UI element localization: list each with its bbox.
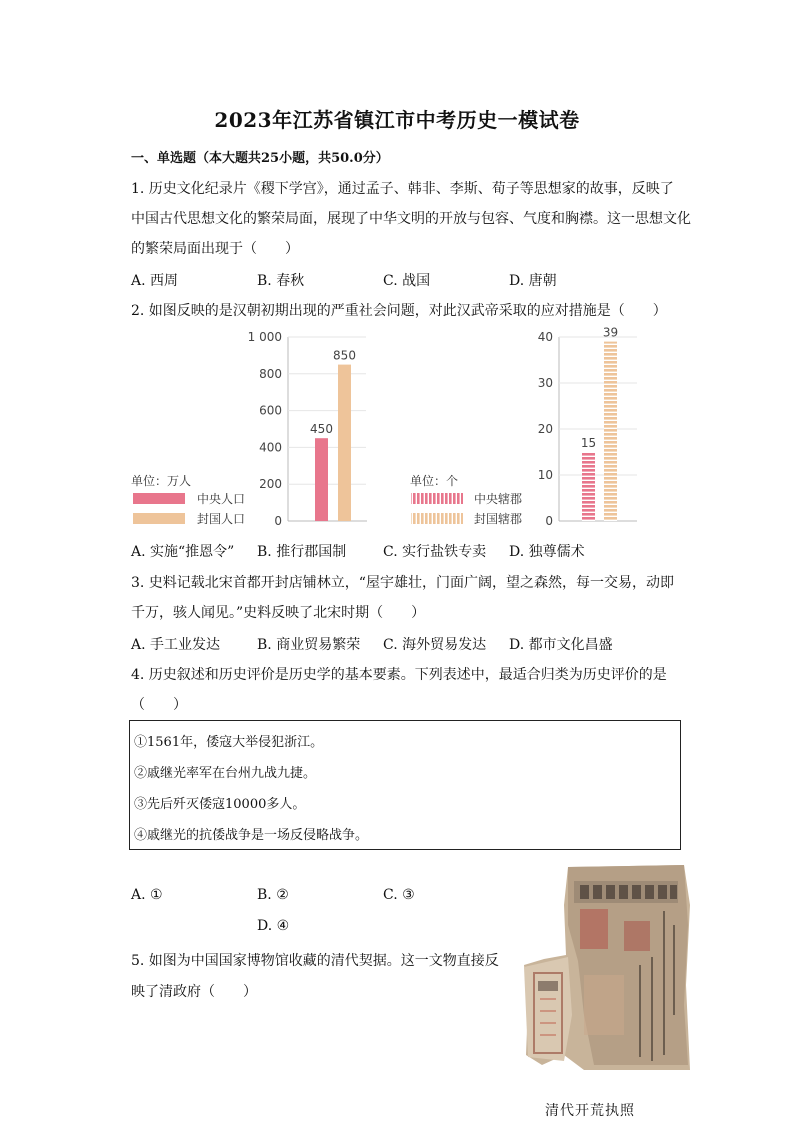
chart1-legend-central: 中央人口 xyxy=(197,492,246,506)
q4-option-c[interactable]: C. ③ xyxy=(383,887,415,903)
q4-option-a[interactable]: A. ① xyxy=(131,887,163,903)
c1-y-tick-label: 200 xyxy=(259,477,282,492)
c2-y-tick-label: 10 xyxy=(537,468,553,482)
chart2-legend-swatch-fief xyxy=(411,513,463,524)
c1-y-tick-label: 0 xyxy=(274,514,282,528)
q4-statement-4: ④戚继光的抗倭战争是一场反侵略战争。 xyxy=(134,828,369,843)
c1-bar-fief xyxy=(338,365,351,521)
q5-line-2: 映了清政府（ ） xyxy=(131,984,257,1000)
q4-option-b[interactable]: B. ② xyxy=(257,887,289,903)
q2-option-b[interactable]: B. 推行郡国制 xyxy=(257,544,347,560)
q2-stem: 2. 如图反映的是汉朝初期出现的严重社会问题，对此汉武帝采取的应对措施是（ ） xyxy=(131,303,667,319)
c1-y-tick-label: 1 000 xyxy=(247,330,282,344)
q3-line-2: 千万，骇人闻见。”史料反映了北宋时期（ ） xyxy=(131,605,426,621)
section-heading: 一、单选题（本大题共25小题，共50.0分） xyxy=(131,151,389,166)
chart1-legend-swatch-fief xyxy=(133,513,185,524)
c1-data-label: 850 xyxy=(333,348,356,363)
c2-y-tick-label: 0 xyxy=(545,514,553,528)
q1-option-b[interactable]: B. 春秋 xyxy=(257,273,305,289)
c1-bar-central xyxy=(315,438,328,521)
q4-line-1: 4. 历史叙述和历史评价是历史学的基本要素。下列表述中，最适合归类为历史评价的是 xyxy=(131,667,667,683)
q5-line-1: 5. 如图为中国国家博物馆收藏的清代契据。这一文物直接反 xyxy=(131,953,499,969)
image-caption: 清代开荒执照 xyxy=(545,1103,635,1119)
chart1-legend-fief: 封国人口 xyxy=(197,512,246,526)
c2-data-label: 39 xyxy=(602,325,619,340)
q1-option-a[interactable]: A. 西周 xyxy=(131,273,179,289)
q3-option-b[interactable]: B. 商业贸易繁荣 xyxy=(257,637,361,653)
q1-line-1: 1. 历史文化纪录片《稷下学宫》，通过孟子、韩非、李斯、荀子等思想家的故事，反映了 xyxy=(131,181,674,197)
q4-option-d[interactable]: D. ④ xyxy=(257,918,290,934)
q3-option-c[interactable]: C. 海外贸易发达 xyxy=(383,637,487,653)
q2-option-a[interactable]: A. 实施“推恩令” xyxy=(131,544,235,560)
chart2-unit-label: 单位：个 xyxy=(410,474,459,488)
c1-y-tick-label: 600 xyxy=(259,403,282,418)
q1-line-3: 的繁荣局面出现于（ ） xyxy=(131,241,299,257)
q1-option-d[interactable]: D. 唐朝 xyxy=(509,273,557,289)
c2-data-label: 15 xyxy=(580,436,597,450)
c1-y-tick-label: 800 xyxy=(259,366,282,381)
c2-y-tick-label: 30 xyxy=(537,376,553,390)
q3-option-a[interactable]: A. 手工业发达 xyxy=(131,637,221,653)
population-chart xyxy=(131,330,367,528)
c2-y-tick-label: 20 xyxy=(537,422,553,436)
q4-material-box xyxy=(129,720,681,850)
q4-statement-3: ③先后歼灭倭寇10000多人。 xyxy=(134,797,306,812)
q1-line-2: 中国古代思想文化的繁荣局面，展现了中华文明的开放与包容、气度和胸襟。这一思想文化 xyxy=(131,211,691,227)
qing-land-deed-image xyxy=(524,865,690,1070)
c2-y-tick-label: 40 xyxy=(537,330,553,344)
chart1-legend-swatch-central xyxy=(133,493,185,504)
q1-option-c[interactable]: C. 战国 xyxy=(383,273,431,289)
c2-bar-central xyxy=(582,452,595,521)
chart2-legend-central: 中央辖郡 xyxy=(474,492,523,506)
q3-option-d[interactable]: D. 都市文化昌盛 xyxy=(509,637,613,653)
page-title: 2023年江苏省镇江市中考历史一模试卷 xyxy=(214,108,580,132)
q2-option-c[interactable]: C. 实行盐铁专卖 xyxy=(383,544,487,560)
q4-line-2: （ ） xyxy=(131,697,187,713)
chart1-unit-label: 单位：万人 xyxy=(131,474,192,488)
q2-option-d[interactable]: D. 独尊儒术 xyxy=(509,544,585,560)
chart2-legend-swatch-central xyxy=(411,493,463,504)
q4-statement-1: ①1561年，倭寇大举侵犯浙江。 xyxy=(134,735,324,750)
q2-charts-figure xyxy=(125,325,655,535)
commandery-chart xyxy=(410,326,637,528)
q3-line-1: 3. 史料记载北宋首都开封店铺林立，“屋宇雄壮，门面广阔，望之森然，每一交易，动即 xyxy=(131,575,674,591)
c1-data-label: 450 xyxy=(310,422,333,437)
c2-bar-fief xyxy=(604,342,617,521)
q4-statement-2: ②戚继光率军在台州九战九捷。 xyxy=(134,766,317,781)
chart2-legend-fief: 封国辖郡 xyxy=(474,512,523,526)
c1-y-tick-label: 400 xyxy=(259,440,282,455)
